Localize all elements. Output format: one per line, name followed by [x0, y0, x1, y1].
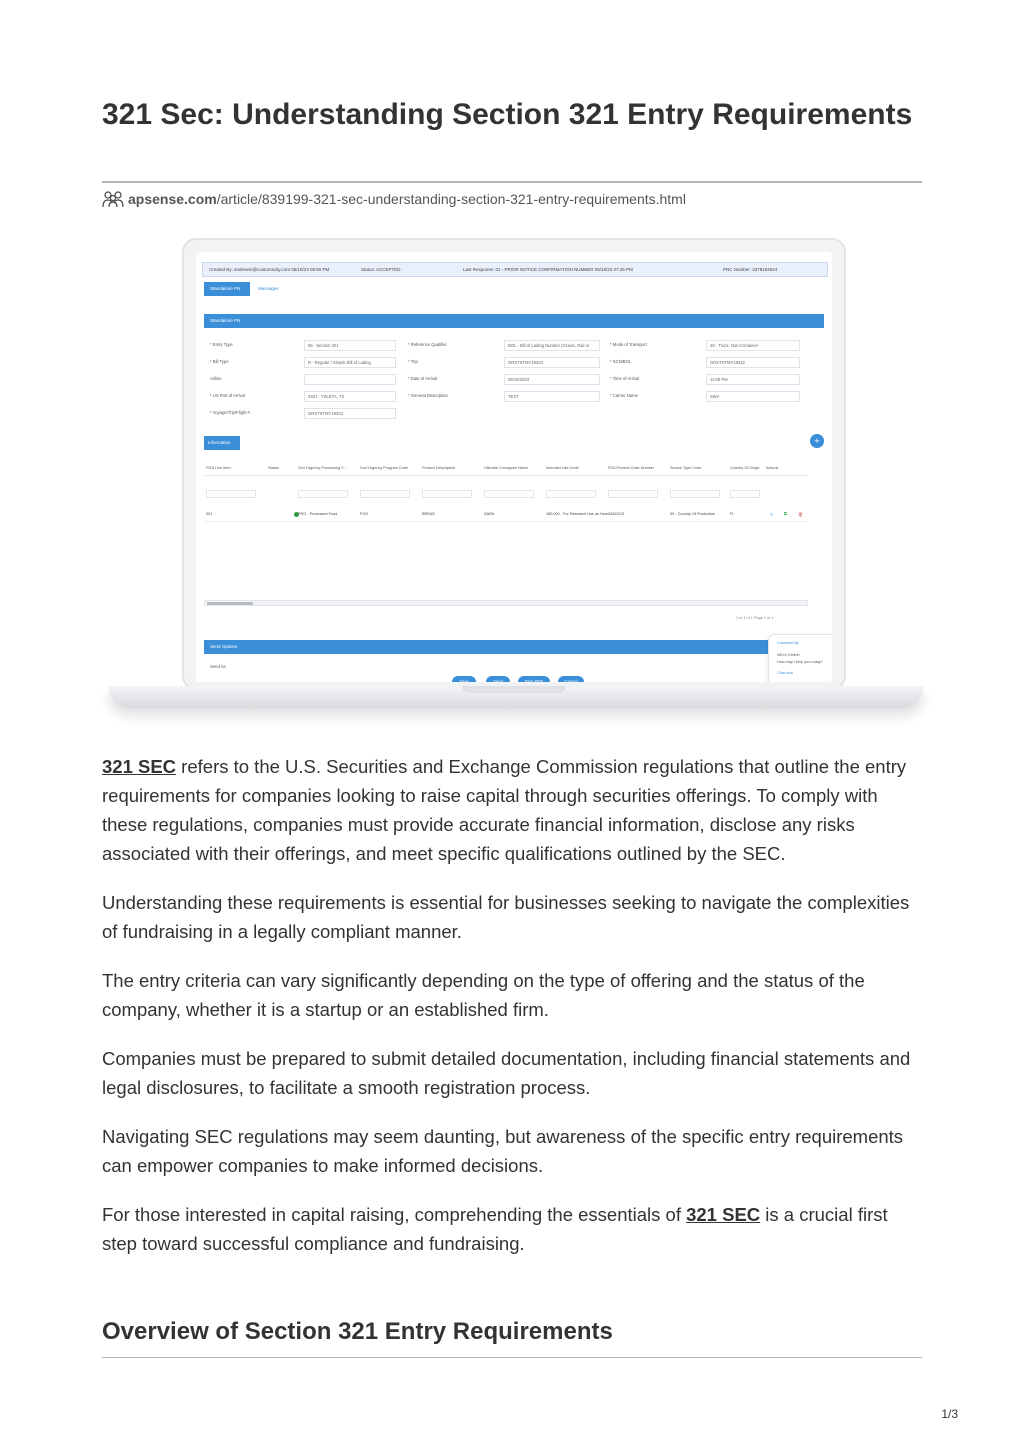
scrollbar-thumb[interactable] — [207, 602, 253, 605]
edit-icon[interactable]: ✎ — [770, 513, 774, 517]
table-cell: 180.000 - For Research Use as Hum... — [546, 512, 612, 516]
chat-brand: CustomsCity — [777, 641, 799, 645]
table-cell: FI — [730, 512, 734, 516]
status-text: Status: ACCEPTED — [361, 267, 401, 272]
section-divider — [102, 1357, 922, 1358]
laptop-screenshot — [102, 238, 924, 728]
grid-column-header[interactable]: Gov't Agency Program Code — [360, 466, 408, 470]
carrier-label: * Carrier Name — [610, 393, 638, 398]
tab-information[interactable]: Information — [204, 436, 240, 450]
grid-filter-input[interactable] — [670, 490, 720, 498]
grid-column-header[interactable]: PGA Line Item — [206, 466, 231, 470]
grid-filter-input[interactable] — [206, 490, 256, 498]
last-response-text: Last Response: 01 - PRIOR NOTICE CONFIRMATION NUMBER 05/18/23 07:45 PM — [463, 267, 633, 272]
airline-label: Airline — [210, 376, 222, 381]
chat-status: We're Online! — [777, 653, 800, 657]
people-icon — [102, 190, 124, 208]
chat-prompt: How may I help you today? — [777, 660, 823, 664]
airline-input[interactable] — [304, 374, 396, 385]
page-number: 1/3 — [941, 1407, 958, 1421]
grid-filter-input[interactable] — [608, 490, 658, 498]
grid-filter-input[interactable] — [546, 490, 596, 498]
grid-column-header[interactable]: Gov't Agency Processing C... — [298, 466, 348, 470]
carrier-input[interactable]: SWA — [706, 391, 800, 402]
grid-column-header[interactable]: Actions — [766, 466, 779, 470]
date-input[interactable]: 05/18/2023 — [504, 374, 600, 385]
grid-column-header[interactable]: Ultimate Consignee Name — [484, 466, 529, 470]
trip-input[interactable]: GRXTSTMY18333 — [504, 357, 600, 368]
description-label: * General Description — [408, 393, 448, 398]
table-cell: 001 — [206, 512, 213, 516]
cancel-button[interactable]: Cancel — [558, 676, 584, 682]
table-cell: 39 - Country Of Production — [670, 512, 716, 516]
reference-select[interactable]: BOL - Bill of Lading Number (Ocean, Rail or — [504, 340, 600, 351]
grid-column-header[interactable]: Product Description — [422, 466, 456, 470]
send-options-bar: Send Options — [204, 640, 824, 654]
grid-horizontal-scrollbar[interactable] — [204, 600, 808, 606]
bill-type-label: * Bill Type — [210, 359, 229, 364]
table-cell: FOO — [360, 512, 369, 516]
grid-filter-input[interactable] — [360, 490, 410, 498]
paragraph — [102, 752, 922, 868]
table-cell: 20ACK13 — [608, 512, 625, 516]
source-path[interactable]: /article/839199-321-sec-understanding-section-321-entry-requirements.html — [216, 191, 686, 207]
save-button[interactable]: Save — [452, 676, 476, 682]
source-domain[interactable]: apsense.com — [128, 191, 217, 207]
grid-column-header[interactable]: Status — [268, 466, 279, 470]
send-button[interactable]: Send — [486, 676, 510, 682]
chat-now-link[interactable]: Chat now — [777, 671, 794, 675]
paragraph: Navigating SEC regulations may seem daunting, but awareness of the specific entry requirements can empower companies to make informed decisions. — [102, 1126, 904, 1176]
delete-icon[interactable]: 🗑 — [798, 513, 803, 517]
table-cell: PRO - Processed Food — [298, 512, 338, 516]
tab-messages[interactable]: Messages — [258, 286, 279, 291]
entry-type-select[interactable]: 86 - Section 321 — [304, 340, 396, 351]
scn-input[interactable]: GRXTSTMY18332 — [706, 357, 800, 368]
grid-filter-input[interactable] — [730, 490, 760, 498]
laptop-notch — [462, 686, 566, 693]
date-label: * Date of Arrival — [408, 376, 438, 381]
grid-pager: 1 to 1 of 1 Page 1 of 1 — [736, 616, 774, 620]
title-divider — [102, 181, 922, 183]
bill-type-select[interactable]: R - Regular / Simple Bill of Lading — [304, 357, 396, 368]
grid-header — [204, 462, 808, 476]
voyage-label: * Voyage/Trip/Flight # — [210, 410, 250, 415]
grid-filter-input[interactable] — [298, 490, 348, 498]
reference-label: * Reference Qualifier — [408, 342, 447, 347]
grid-filter-input[interactable] — [422, 490, 472, 498]
grid-column-header[interactable]: Country Of Origin — [730, 466, 760, 470]
entry-type-label: * Entry Type — [210, 342, 233, 347]
section-heading: Overview of Section 321 Entry Requirements — [102, 1318, 613, 1345]
article-title: 321 Sec: Understanding Section 321 Entry Requirements — [102, 98, 913, 131]
table-cell: BREAD — [422, 512, 436, 516]
add-line-icon[interactable]: + — [810, 434, 824, 448]
article-body — [102, 752, 922, 1278]
table-row[interactable] — [204, 508, 808, 522]
us-port-input[interactable]: 2401 - YSLETA, TX — [304, 391, 396, 402]
print-pdf-button[interactable]: Print PDF — [518, 676, 550, 682]
grid-filter-input[interactable] — [484, 490, 534, 498]
source-line — [102, 190, 686, 208]
created-by-text: Created By: andrewm@customscity.com 05/18/23 08:50 PM — [209, 267, 330, 272]
us-port-label: * US Port of Arrival — [210, 393, 245, 398]
send-as-label: Send As — [210, 664, 226, 669]
grid-column-header[interactable]: Source Type Code — [670, 466, 702, 470]
paragraph-text: refers to the U.S. Securities and Exchange Commission regulations that outline the entry requirements for companies looking to raise capital through securities offerings. To comply with these regulations, companies must provide accurate financial information, disclose any risks associated with their offerings, and meet specific qualifications outlined by the SEC. — [102, 756, 907, 864]
tab-standalone-pn[interactable]: Standalone PN — [204, 282, 250, 296]
pnc-number-text: PNC Number: 3378184924 — [723, 267, 778, 272]
paragraph-text: is a crucial first step toward successful compliance and fundraising. — [102, 1204, 888, 1254]
321-sec-link[interactable]: 321 SEC — [102, 756, 177, 777]
laptop-lid — [182, 238, 846, 690]
paragraph — [102, 1200, 922, 1258]
paragraph: Understanding these requirements is essential for businesses seeking to navigate the complexities of fundraising in a legally compliant manner. — [102, 892, 910, 942]
copy-icon[interactable]: ⧉ — [784, 512, 787, 516]
standalone-pn-bar: Standalone PN — [204, 314, 824, 328]
grid-column-header[interactable]: Intended Use Code — [546, 466, 579, 470]
chat-widget[interactable] — [768, 634, 832, 682]
transport-select[interactable]: 30 - Truck, Non-Container — [706, 340, 800, 351]
voyage-input[interactable]: GRXTSTMY18333 — [304, 408, 396, 419]
description-input[interactable]: TEST — [504, 391, 600, 402]
entry-status-bar — [202, 262, 828, 277]
paragraph: Companies must be prepared to submit detailed documentation, including financial statements and legal disclosures, to facilitate a smooth registration process. — [102, 1048, 911, 1098]
table-cell: SARA — [484, 512, 495, 516]
paragraph-text: For those interested in capital raising, comprehending the essentials of — [102, 1204, 687, 1225]
time-label: * Time of Arrival — [610, 376, 640, 381]
transport-label: * Mode of Transport — [610, 342, 647, 347]
trip-label: * Trip — [408, 359, 418, 364]
grid-column-header[interactable]: FDA Product Code Number — [608, 466, 655, 470]
paragraph: The entry criteria can vary significantly depending on the type of offering and the status of the company, whether it is a startup or an established firm. — [102, 970, 865, 1020]
321-sec-link[interactable]: 321 SEC — [686, 1204, 761, 1225]
laptop-screen — [196, 252, 832, 682]
scn-label: * SCN/BOL — [610, 359, 632, 364]
time-input[interactable]: 11:08 PM — [706, 374, 800, 385]
